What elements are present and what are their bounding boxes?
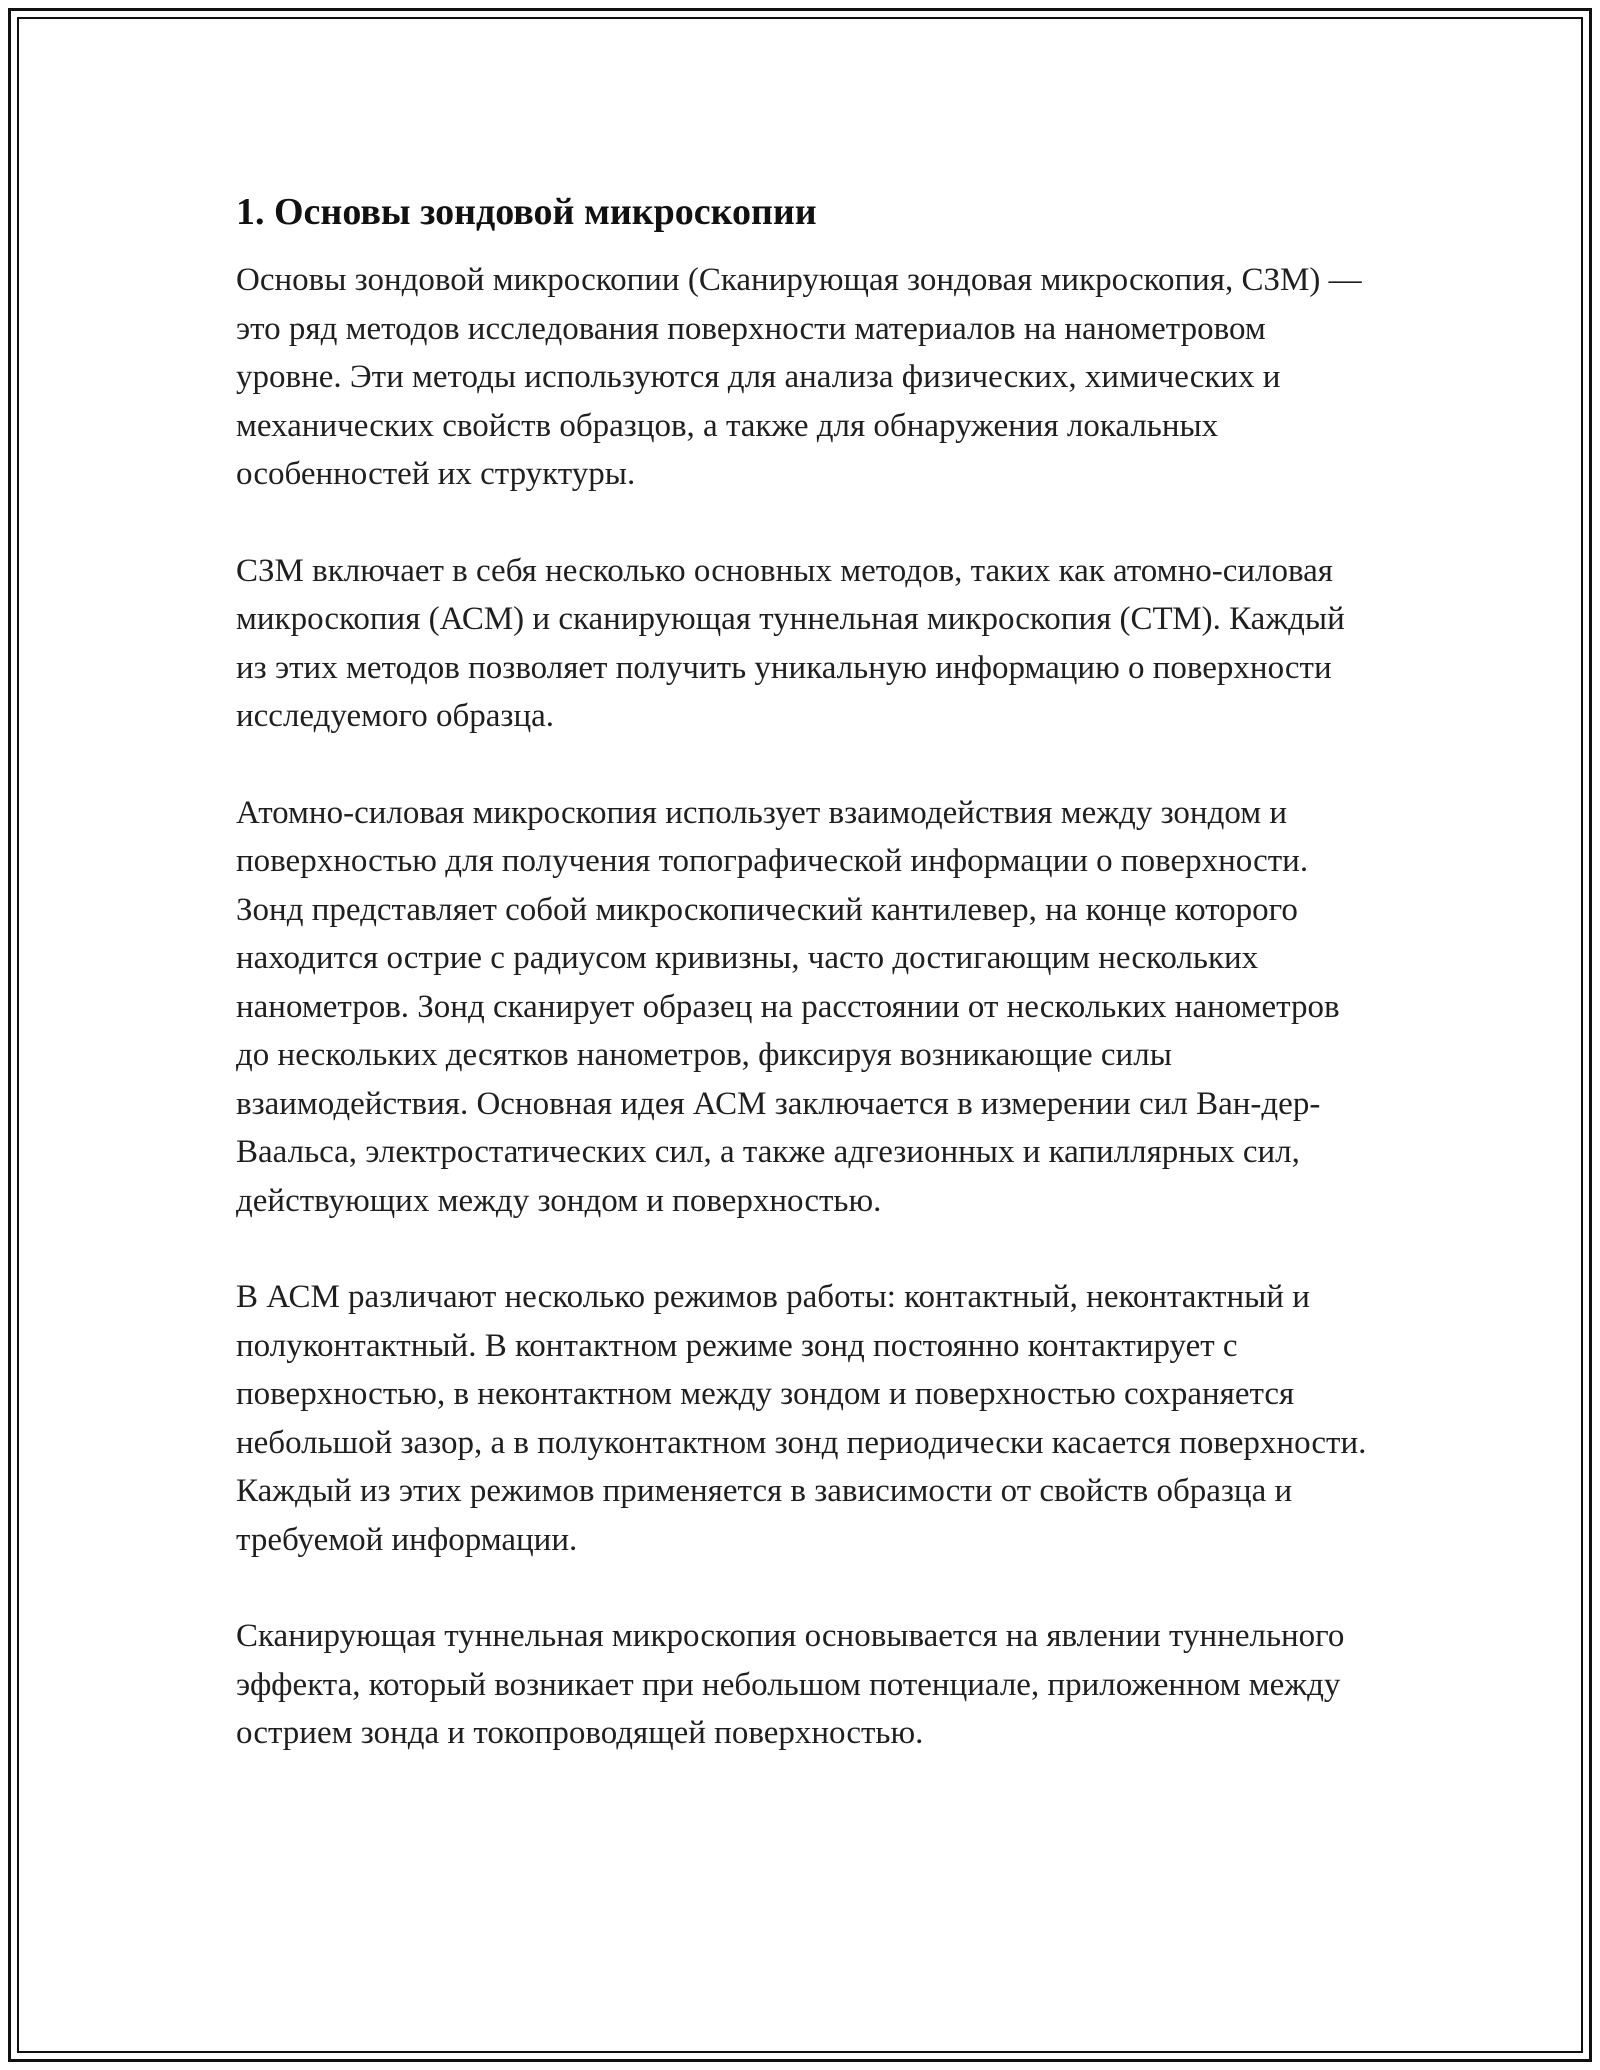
paragraph-afm: Атомно-силовая микроскопия использует взаимодействия между зондом и поверхностью для получения топографической информации о поверхности. Зонд представляет собой микроскопический кантилевер, на конце которого находится острие с радиусом кривизны, часто достигающим нескольких нанометров. Зонд сканирует образец на расстоянии от нескольких нанометров до нескольких десятков нанометров, фиксируя возникающие силы взаимодействия. Основная идея АСМ заключается в измерении сил Ван-дер-Ваальса, электростатических сил, а также адгезионных и капиллярных сил, действующих между зондом и поверхностью. <box>236 794 1340 1219</box>
paragraph-afm-modes: В АСМ различают несколько режимов работы: контактный, неконтактный и полуконтактный. В контактном режиме зонд постоянно контактирует с поверхностью, в неконтактном между зондом и поверхностью сохраняется небольшой зазор, а в полуконтактном зонд периодически касается поверхности. Каждый из этих режимов применяется в зависимости от свойств образца и требуемой информации. <box>236 1279 1367 1558</box>
document-body <box>236 186 1376 1758</box>
paragraph-methods: СЗМ включает в себя несколько основных методов, таких как атомно-силовая микроскопия (АСМ) и сканирующая туннельная микроскопия (СТМ). Каждый из этих методов позволяет получить уникальную информацию о поверхности исследуемого образца. <box>236 552 1345 734</box>
paragraph-intro: Основы зондовой микроскопии (Сканирующая зондовая микроскопия, СЗМ) — это ряд методов исследования поверхности материалов на нанометровом уровне. Эти методы используются для анализа физических, химических и механических свойств образцов, а также для обнаружения локальных особенностей их структуры. <box>236 262 1362 492</box>
section-heading: 1. Основы зондовой микроскопии <box>236 191 817 233</box>
paragraph-stm: Сканирующая туннельная микроскопия основывается на явлении туннельного эффекта, который возникает при небольшом потенциале, приложенном между острием зонда и токопроводящей поверхностью. <box>236 1618 1345 1751</box>
